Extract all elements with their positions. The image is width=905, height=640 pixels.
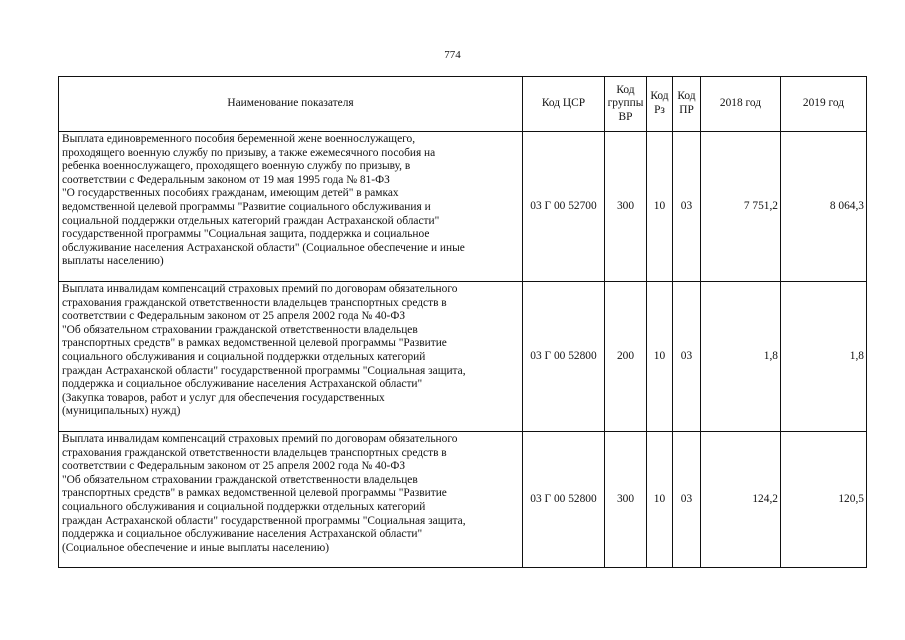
row-name-line: соответствии с Федеральным законом от 25 апреля 2002 года № 40-ФЗ [62,310,406,323]
row-rz-code: 10 [647,282,673,432]
header-pr-line: ПР [679,104,694,116]
row-name-line: социального обслуживания и социальной поддержки отдельных категорий [62,500,426,513]
header-name: Наименование показателя [59,77,523,132]
row-name-line: государственной программы "Социальная защита, поддержка и социальное [62,228,430,241]
row-pr-code: 03 [673,432,701,568]
row-vr-code: 300 [605,132,647,282]
row-name-line: выплаты населению) [62,255,164,268]
header-year-2018: 2018 год [701,77,781,132]
row-csr-code: 03 Г 00 52800 [523,282,605,432]
header-pr-line: Код [677,90,696,103]
budget-table [58,76,867,568]
row-rz-code: 10 [647,132,673,282]
row-vr-code: 300 [605,432,647,568]
row-name-line: "О государственных пособиях гражданам, имеющим детей" в рамках [62,187,399,200]
row-name [59,432,523,568]
header-csr-code: Код ЦСР [523,77,605,132]
row-name-line: "Об обязательном страховании гражданской ответственности владельцев [62,473,418,486]
header-vr-code [605,77,647,132]
row-name-line: страхования гражданской ответственности владельцев транспортных средств в [62,446,447,459]
row-amount-2019: 120,5 [781,432,867,568]
row-name [59,282,523,432]
row-name-line: проходящего военную службу по призыву, а также ежемесячного пособия на [62,146,436,159]
row-csr-code: 03 Г 00 52800 [523,432,605,568]
row-pr-code: 03 [673,132,701,282]
row-name-line: транспортных средств" в рамках ведомственной целевой программы "Развитие [62,487,447,500]
header-rz-code [647,77,673,132]
row-name-line: (Социальное обеспечение и иные выплаты населению) [62,541,330,554]
row-name-line: транспортных средств" в рамках ведомственной целевой программы "Развитие [62,337,447,350]
row-name-line: (муниципальных) нужд) [62,405,181,418]
row-csr-code: 03 Г 00 52700 [523,132,605,282]
row-amount-2018: 124,2 [701,432,781,568]
row-name-line: Выплата инвалидам компенсаций страховых премий по договорам обязательного [62,283,458,295]
row-amount-2019: 1,8 [781,282,867,432]
row-name-line: ребенка военнослужащего, проходящего военную службу по призыву, в [62,160,411,173]
row-vr-code: 200 [605,282,647,432]
row-name-line: социальной поддержки отдельных категорий граждан Астраханской области" [62,214,440,227]
row-rz-code: 10 [647,432,673,568]
row-name-line: Выплата единовременного пособия беременной жене военнослужащего, [62,133,416,145]
row-name [59,132,523,282]
header-year-2019: 2019 год [781,77,867,132]
row-name-line: соответствии с Федеральным законом от 19 мая 1995 года № 81-ФЗ [62,173,390,186]
row-pr-code: 03 [673,282,701,432]
row-name-line: страхования гражданской ответственности владельцев транспортных средств в [62,296,447,309]
header-rz-line: Код [650,90,669,103]
header-vr-line: Код [616,83,635,96]
row-name-line: ведомственной целевой программы "Развитие социального обслуживания и [62,200,431,213]
row-name-line: поддержка и социальное обслуживание населения Астраханской области" [62,528,423,541]
table-row [59,432,867,568]
header-vr-line: ВР [618,110,633,123]
table-row [59,282,867,432]
row-amount-2018: 7 751,2 [701,132,781,282]
row-name-line: соответствии с Федеральным законом от 25 апреля 2002 года № 40-ФЗ [62,460,406,473]
row-name-line: "Об обязательном страховании гражданской ответственности владельцев [62,323,418,336]
header-pr-code [673,77,701,132]
row-name-line: поддержка и социальное обслуживание населения Астраханской области" [62,378,423,391]
header-rz-line: Рз [654,104,665,116]
table-header-row [59,77,867,132]
row-name-line: граждан Астраханской области" государственной программы "Социальная защита, [62,364,466,377]
row-name-line: социального обслуживания и социальной поддержки отдельных категорий [62,350,426,363]
row-name-line: обслуживание населения Астраханской области" (Социальное обеспечение и иные [62,241,465,254]
row-name-line: (Закупка товаров, работ и услуг для обеспечения государственных [62,391,385,404]
row-name-line: граждан Астраханской области" государственной программы "Социальная защита, [62,514,466,527]
row-name-line: Выплата инвалидам компенсаций страховых премий по договорам обязательного [62,433,458,445]
header-vr-line: группы [607,97,644,110]
row-amount-2018: 1,8 [701,282,781,432]
page-number: 774 [444,49,461,61]
row-amount-2019: 8 064,3 [781,132,867,282]
table-row [59,132,867,282]
